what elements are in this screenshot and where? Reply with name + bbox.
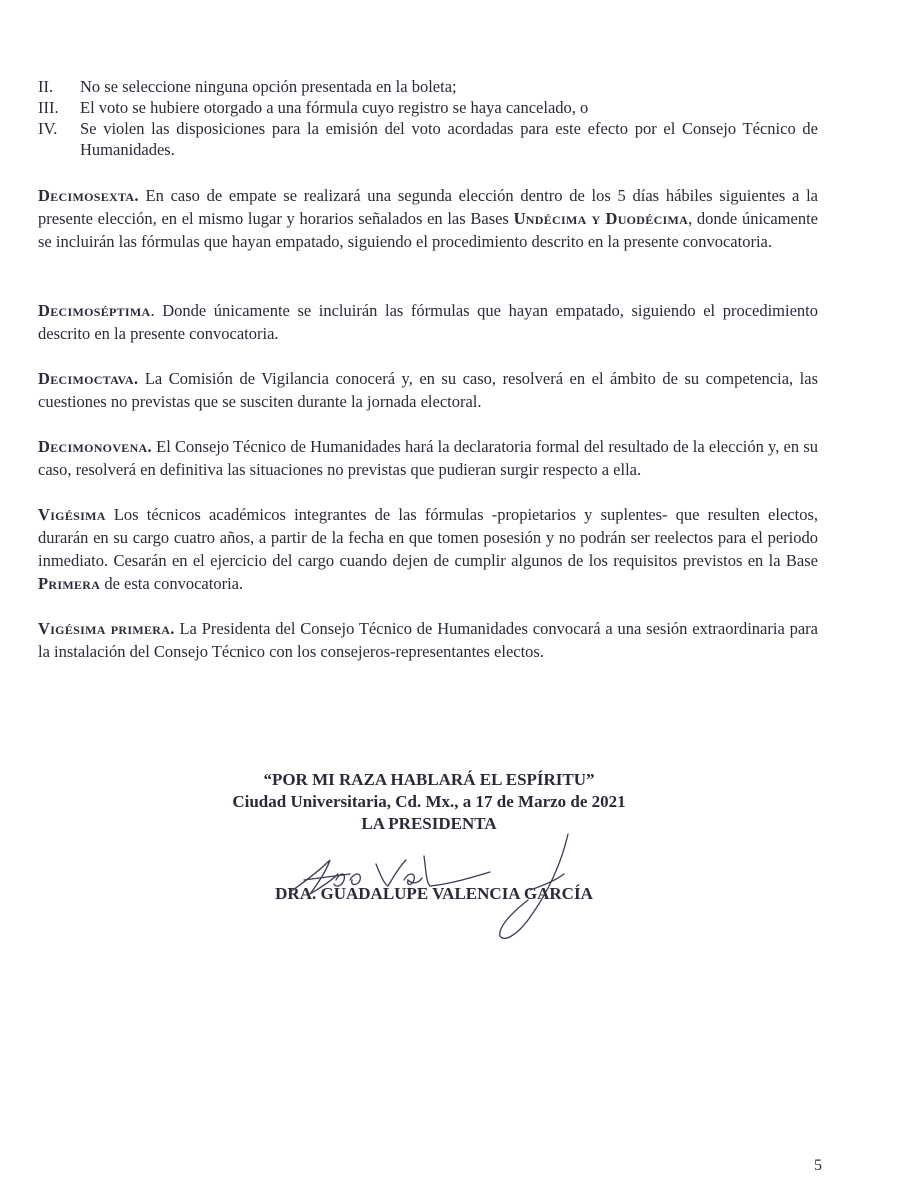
paragraph-text: , donde únicamente se incluirán las fórmulas que hayan empatado, siguiendo el procedimiento descrito en la presente convocatoria. [38,209,818,251]
paragraph-bold: Primera [38,574,101,593]
list-text: Se violen las disposiciones para la emisión del voto acordadas para este efecto por el Consejo Técnico de Humanidades. [80,119,818,159]
paragraph-text: de esta convocatoria. [100,574,244,593]
paragraph-decimonovena [38,435,818,481]
motto: “POR MI RAZA HABLARÁ EL ESPÍRITU” [263,770,595,789]
signer-role: LA PRESIDENTA [361,814,497,833]
paragraph-heading: Decimosexta. [38,186,139,205]
list-text: No se seleccione ninguna opción presentada en la boleta; [80,77,457,96]
paragraph-text: La Comisión de Vigilancia conocerá y, en su caso, resolverá en el ámbito de su competencia, las cuestiones no previstas que se susciten durante la jornada electoral. [38,369,818,411]
document-body [38,76,818,680]
paragraph-heading: Decimoctava. [38,369,139,388]
list-item [38,118,818,160]
paragraph-text: En caso de empate se realizará una segunda elección dentro de los 5 días hábiles siguientes a la presente elección, en el mismo lugar y horarios señalados en las Bases [38,186,818,228]
paragraph-decimoseptima [38,299,818,345]
paragraph-vigesima-primera [38,617,818,663]
paragraph-decimoctava [38,367,818,413]
list-item [38,97,818,118]
paragraph-decimosexta [38,184,818,253]
paragraph-text: Los técnicos académicos integrantes de las fórmulas -propietarios y suplentes- que resulten electos, durarán en su cargo cuatro años, a partir de la fecha en que tomen posesión y no podrán ser reelectos para el periodo inmediato. Cesarán en el ejercicio del cargo cuando dejen de cumplir algunos de los requisitos previstos en la Base [38,505,818,570]
list-number: IV. [38,119,58,138]
list-number: III. [38,98,59,117]
paragraph-text: . Donde únicamente se incluirán las fórmulas que hayan empatado, siguiendo el procedimiento descrito en la presente convocatoria. [38,301,818,343]
handwritten-signature [280,830,600,950]
paragraph-text: El Consejo Técnico de Humanidades hará la declaratoria formal del resultado de la elección y, en su caso, resolverá en definitiva las situaciones no previstas que pudieran surgir respecto a ella. [38,437,818,479]
paragraph-text: La Presidenta del Consejo Técnico de Humanidades convocará a una sesión extraordinaria para la instalación del Consejo Técnico con los consejeros-representantes electos. [38,619,818,661]
paragraph-vigesima [38,503,818,595]
place-date: Ciudad Universitaria, Cd. Mx., a 17 de Marzo de 2021 [232,792,626,811]
paragraph-heading: Decimoséptima [38,301,151,320]
list-text: El voto se hubiere otorgado a una fórmula cuyo registro se haya cancelado, o [80,98,589,117]
paragraph-heading: Decimonovena. [38,437,152,456]
closing-block [0,769,898,835]
list-item [38,76,818,97]
paragraph-heading: Vigésima primera. [38,619,175,638]
page-number: 5 [814,1157,822,1174]
signer-name: DRA. GUADALUPE VALENCIA GARCÍA [275,884,593,903]
paragraph-bold: Undécima y Duodécima [513,209,689,228]
paragraph-heading: Vigésima [38,505,106,524]
list-number: II. [38,77,54,96]
